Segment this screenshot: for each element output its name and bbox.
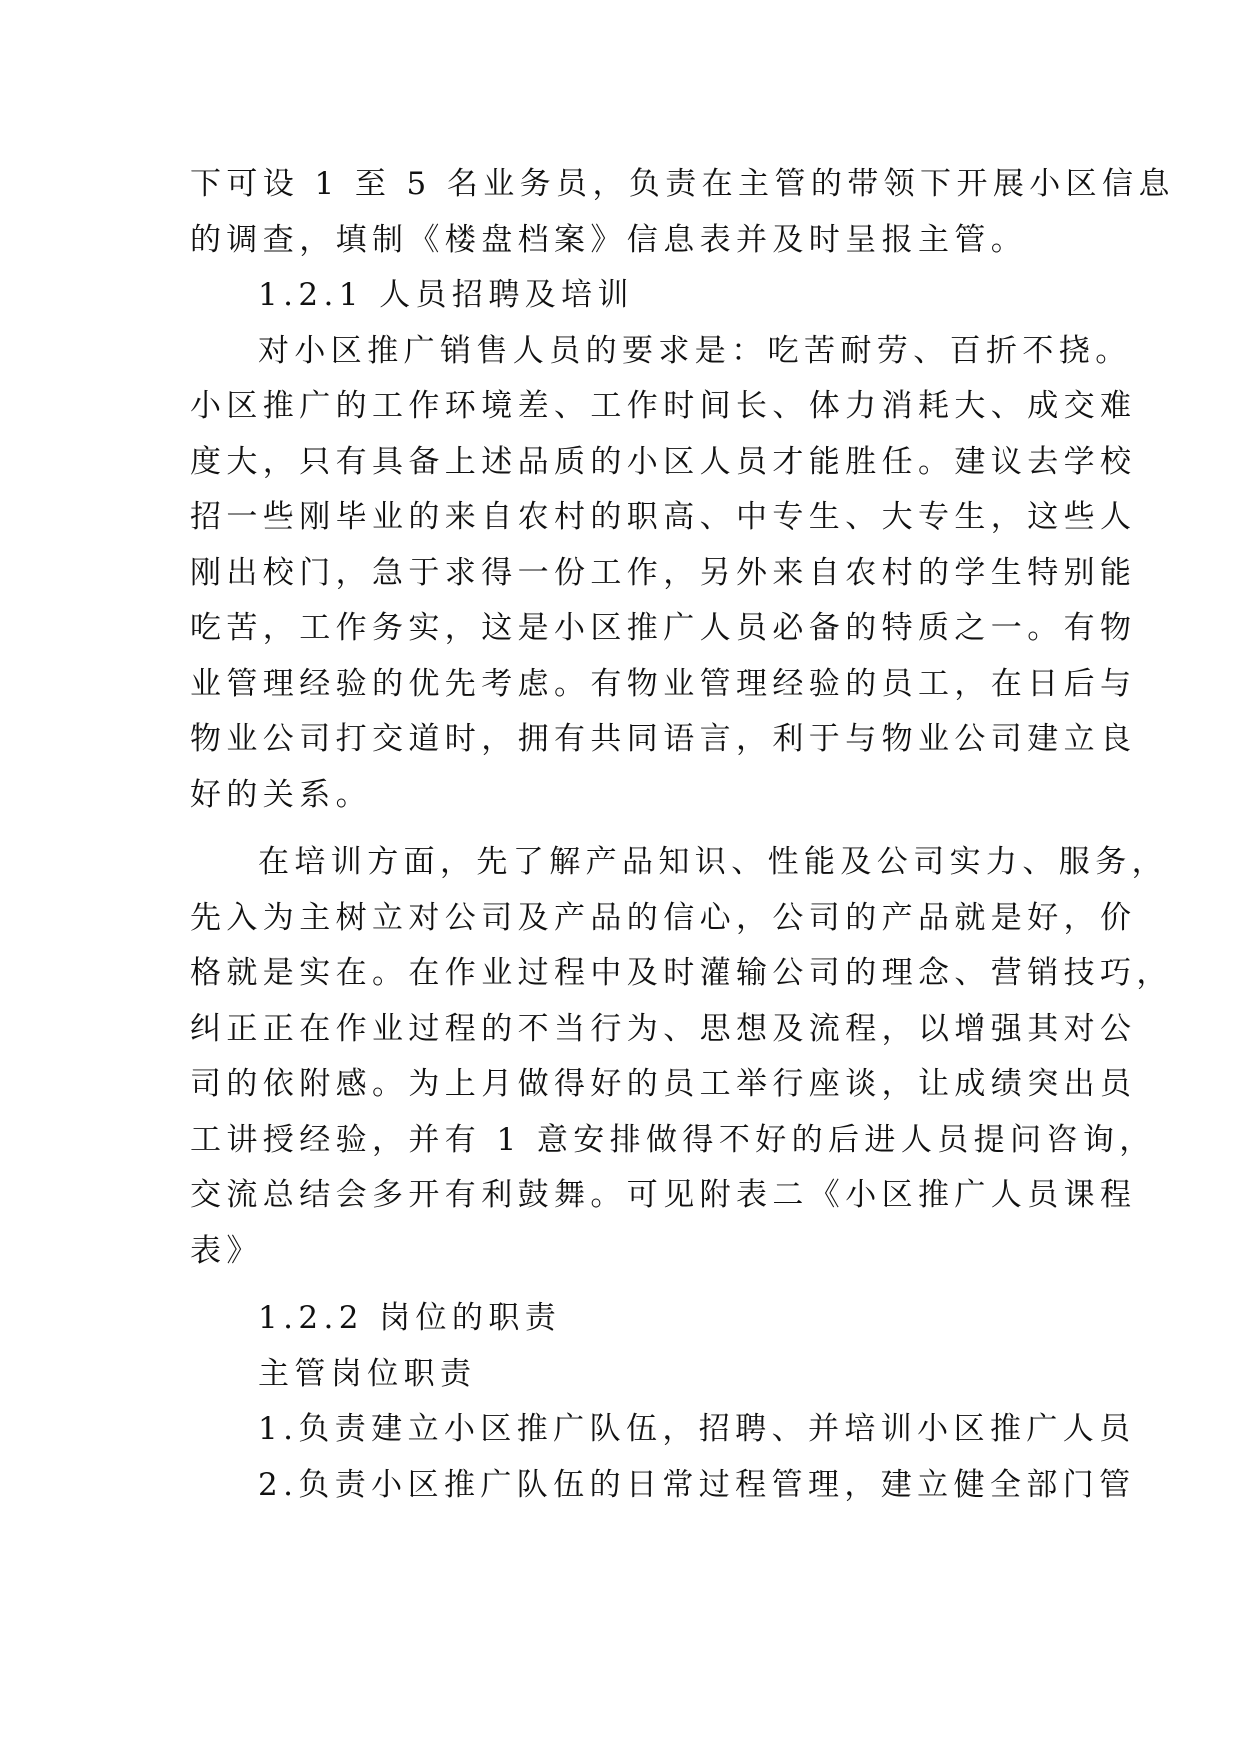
body-line: 度大，只有具备上述品质的小区人员才能胜任。建议去学校 (190, 443, 1137, 480)
body-line: 下可设 1 至 5 名业务员，负责在主管的带领下开展小区信息 (190, 166, 1175, 202)
body-line: 招一些刚毕业的来自农村的职高、中专生、大专生，这些人 (190, 499, 1137, 535)
subheading-supervisor-duties: 主管岗位职责 (258, 1355, 477, 1392)
body-line: 业管理经验的优先考虑。有物业管理经验的员工，在日后与 (190, 665, 1137, 702)
body-line: 对小区推广销售人员的要求是：吃苦耐劳、百折不挠。 (258, 332, 1132, 369)
duty-item-1: 1.负责建立小区推广队伍，招聘、并培训小区推广人员 (258, 1411, 1136, 1447)
body-line: 小区推广的工作环境差、工作时间长、体力消耗大、成交难 (190, 388, 1137, 424)
duty-item-2: 2.负责小区推广队伍的日常过程管理，建立健全部门管 (258, 1466, 1136, 1503)
section-heading-1-2-2: 1.2.2 岗位的职责 (258, 1300, 562, 1336)
document-body (190, 157, 1175, 1513)
body-line: 物业公司打交道时，拥有共同语言，利于与物业公司建立良 (190, 721, 1137, 757)
body-line: 刚出校门，急于求得一份工作，另外来自农村的学生特别能 (190, 554, 1137, 591)
body-line: 格就是实在。在作业过程中及时灌输公司的理念、营销技巧， (190, 955, 1173, 991)
body-line: 司的依附感。为上月做得好的员工举行座谈，让成绩突出员 (190, 1066, 1137, 1102)
body-line: 纠正正在作业过程的不当行为、思想及流程，以增强其对公 (190, 1010, 1137, 1047)
body-line: 吃苦，工作务实，这是小区推广人员必备的特质之一。有物 (190, 610, 1137, 646)
body-line: 工讲授经验，并有 1 意安排做得不好的后进人员提问咨询， (190, 1121, 1156, 1158)
body-line: 交流总结会多开有利鼓舞。可见附表二《小区推广人员课程 (190, 1177, 1137, 1213)
body-line: 好的关系。 (190, 776, 372, 813)
body-line: 先入为主树立对公司及产品的信心，公司的产品就是好，价 (190, 899, 1137, 936)
body-line: 在培训方面，先了解产品知识、性能及公司实力、服务， (258, 844, 1168, 880)
body-line: 表》 (190, 1232, 263, 1269)
body-line: 的调查，填制《楼盘档案》信息表并及时呈报主管。 (190, 221, 1028, 258)
section-heading-1-2-1: 1.2.1 人员招聘及培训 (258, 277, 634, 313)
